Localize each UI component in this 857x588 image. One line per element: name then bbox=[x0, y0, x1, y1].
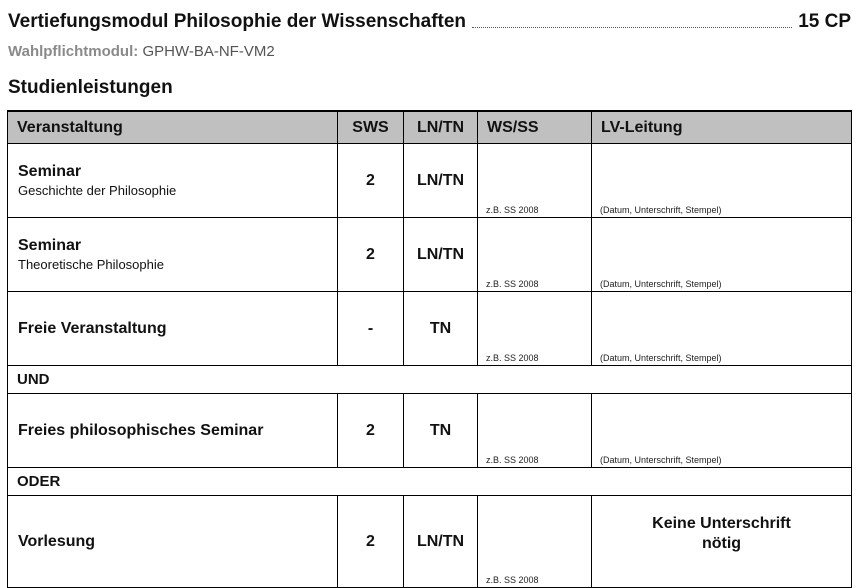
table-row bbox=[8, 292, 852, 366]
semester-hint: z.B. SS 2008 bbox=[486, 353, 539, 363]
sws-cell: 2 bbox=[338, 496, 404, 588]
lecturer-cell[interactable] bbox=[592, 144, 852, 218]
sws-cell: 2 bbox=[338, 218, 404, 292]
header-sws: SWS bbox=[338, 111, 404, 144]
semester-cell[interactable] bbox=[478, 144, 592, 218]
semester-hint: z.B. SS 2008 bbox=[486, 455, 539, 465]
course-subtitle: Geschichte der Philosophie bbox=[18, 183, 177, 198]
semester-cell[interactable] bbox=[478, 218, 592, 292]
course-name: Freie Veranstaltung bbox=[18, 319, 167, 337]
signature-hint: (Datum, Unterschrift, Stempel) bbox=[600, 455, 722, 465]
course-cell bbox=[8, 496, 338, 588]
header-semester: WS/SS bbox=[478, 111, 592, 144]
course-name: Seminar bbox=[18, 237, 82, 254]
no-signature-line2: nötig bbox=[701, 535, 742, 552]
course-table bbox=[7, 110, 852, 588]
course-cell bbox=[8, 394, 338, 468]
course-cell bbox=[8, 218, 338, 292]
semester-hint: z.B. SS 2008 bbox=[486, 575, 539, 585]
lntn-cell: LN/TN bbox=[404, 218, 478, 292]
table-header-row bbox=[8, 111, 852, 144]
credit-points: 15 CP bbox=[798, 11, 851, 32]
lecturer-cell[interactable] bbox=[592, 218, 852, 292]
table-row bbox=[8, 394, 852, 468]
table-row bbox=[8, 144, 852, 218]
separator-oder: ODER bbox=[8, 468, 852, 496]
module-code: GPHW-BA-NF-VM2 bbox=[142, 43, 275, 60]
lecturer-cell bbox=[592, 496, 852, 588]
table-row bbox=[8, 496, 852, 588]
sws-cell: 2 bbox=[338, 144, 404, 218]
section-title: Studienleistungen bbox=[8, 77, 173, 98]
course-name: Vorlesung bbox=[18, 532, 96, 550]
sws-cell: - bbox=[338, 292, 404, 366]
course-cell bbox=[8, 292, 338, 366]
signature-hint: (Datum, Unterschrift, Stempel) bbox=[600, 279, 722, 289]
no-signature-line1: Keine Unterschrift bbox=[652, 515, 791, 532]
separator-und: UND bbox=[8, 366, 852, 394]
lecturer-cell[interactable] bbox=[592, 292, 852, 366]
header-lntn: LN/TN bbox=[404, 111, 478, 144]
lntn-cell: TN bbox=[404, 292, 478, 366]
header-lecturer: LV-Leitung bbox=[592, 111, 852, 144]
signature-hint: (Datum, Unterschrift, Stempel) bbox=[600, 205, 722, 215]
lntn-cell: TN bbox=[404, 394, 478, 468]
subtitle-label: Wahlpflichtmodul: bbox=[8, 43, 139, 60]
signature-hint: (Datum, Unterschrift, Stempel) bbox=[600, 353, 722, 363]
sws-cell: 2 bbox=[338, 394, 404, 468]
lntn-cell: LN/TN bbox=[404, 144, 478, 218]
semester-cell[interactable] bbox=[478, 292, 592, 366]
header-course: Veranstaltung bbox=[8, 111, 338, 144]
separator-row bbox=[8, 366, 852, 394]
lntn-cell: LN/TN bbox=[404, 496, 478, 588]
course-subtitle: Theoretische Philosophie bbox=[18, 257, 164, 272]
semester-cell[interactable] bbox=[478, 496, 592, 588]
semester-hint: z.B. SS 2008 bbox=[486, 205, 539, 215]
dotted-leader bbox=[472, 27, 792, 28]
lecturer-cell[interactable] bbox=[592, 394, 852, 468]
table-row bbox=[8, 218, 852, 292]
semester-cell[interactable] bbox=[478, 394, 592, 468]
course-name: Freies philosophisches Seminar bbox=[18, 421, 264, 439]
module-header bbox=[8, 7, 851, 33]
module-title: Vertiefungsmodul Philosophie der Wissenschaften bbox=[8, 11, 467, 32]
course-name: Seminar bbox=[18, 163, 82, 180]
semester-hint: z.B. SS 2008 bbox=[486, 279, 539, 289]
module-subtitle bbox=[8, 43, 275, 60]
course-cell bbox=[8, 144, 338, 218]
separator-row bbox=[8, 468, 852, 496]
